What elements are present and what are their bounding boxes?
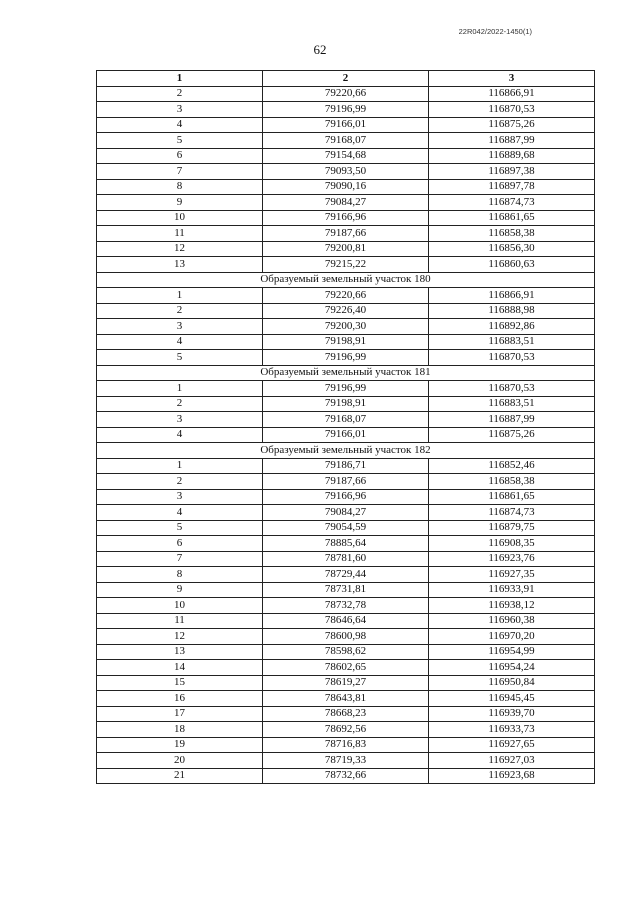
y-coordinate-cell: 116858,38	[429, 226, 595, 242]
point-number-cell: 4	[97, 334, 263, 350]
point-number-cell: 7	[97, 164, 263, 180]
y-coordinate-cell: 116927,35	[429, 567, 595, 583]
table-row	[97, 381, 595, 397]
header-row	[97, 71, 595, 87]
point-number-cell: 8	[97, 179, 263, 195]
table-row	[97, 768, 595, 784]
point-number-cell: 3	[97, 319, 263, 335]
point-number-cell: 12	[97, 241, 263, 257]
table-row	[97, 691, 595, 707]
x-coordinate-cell: 79154,68	[263, 148, 429, 164]
y-coordinate-cell: 116875,26	[429, 427, 595, 443]
x-coordinate-cell: 78732,78	[263, 598, 429, 614]
y-coordinate-cell: 116874,73	[429, 505, 595, 521]
point-number-cell: 11	[97, 613, 263, 629]
y-coordinate-cell: 116945,45	[429, 691, 595, 707]
table-row	[97, 567, 595, 583]
x-coordinate-cell: 79226,40	[263, 303, 429, 319]
table-header	[97, 71, 595, 87]
table-row	[97, 613, 595, 629]
y-coordinate-cell: 116892,86	[429, 319, 595, 335]
table-row	[97, 319, 595, 335]
point-number-cell: 10	[97, 210, 263, 226]
y-coordinate-cell: 116908,35	[429, 536, 595, 552]
x-coordinate-cell: 79220,66	[263, 86, 429, 102]
point-number-cell: 6	[97, 148, 263, 164]
y-coordinate-cell: 116861,65	[429, 489, 595, 505]
table-row	[97, 257, 595, 273]
y-coordinate-cell: 116858,38	[429, 474, 595, 490]
table-row	[97, 412, 595, 428]
x-coordinate-cell: 78729,44	[263, 567, 429, 583]
x-coordinate-cell: 79166,01	[263, 427, 429, 443]
point-number-cell: 21	[97, 768, 263, 784]
header-col-1: 1	[97, 71, 263, 87]
y-coordinate-cell: 116856,30	[429, 241, 595, 257]
x-coordinate-cell: 79090,16	[263, 179, 429, 195]
point-number-cell: 12	[97, 629, 263, 645]
point-number-cell: 9	[97, 195, 263, 211]
x-coordinate-cell: 78716,83	[263, 737, 429, 753]
point-number-cell: 9	[97, 582, 263, 598]
point-number-cell: 2	[97, 396, 263, 412]
x-coordinate-cell: 78731,81	[263, 582, 429, 598]
x-coordinate-cell: 79187,66	[263, 226, 429, 242]
table-row	[97, 505, 595, 521]
point-number-cell: 2	[97, 86, 263, 102]
table-row	[97, 582, 595, 598]
page-number: 62	[313, 42, 327, 57]
point-number-cell: 17	[97, 706, 263, 722]
x-coordinate-cell: 79084,27	[263, 195, 429, 211]
y-coordinate-cell: 116866,91	[429, 86, 595, 102]
x-coordinate-cell: 79196,99	[263, 350, 429, 366]
table-row	[97, 458, 595, 474]
point-number-cell: 3	[97, 412, 263, 428]
table-row	[97, 753, 595, 769]
x-coordinate-cell: 79200,81	[263, 241, 429, 257]
table-row	[97, 489, 595, 505]
y-coordinate-cell: 116887,99	[429, 412, 595, 428]
y-coordinate-cell: 116923,76	[429, 551, 595, 567]
table-row	[97, 598, 595, 614]
table-row	[97, 195, 595, 211]
table-body	[97, 86, 595, 784]
x-coordinate-cell: 78619,27	[263, 675, 429, 691]
table-row	[97, 86, 595, 102]
y-coordinate-cell: 116879,75	[429, 520, 595, 536]
section-title-row	[97, 272, 595, 288]
x-coordinate-cell: 79200,30	[263, 319, 429, 335]
x-coordinate-cell: 79168,07	[263, 412, 429, 428]
table-row	[97, 706, 595, 722]
point-number-cell: 3	[97, 489, 263, 505]
y-coordinate-cell: 116939,70	[429, 706, 595, 722]
y-coordinate-cell: 116889,68	[429, 148, 595, 164]
point-number-cell: 19	[97, 737, 263, 753]
point-number-cell: 6	[97, 536, 263, 552]
x-coordinate-cell: 78646,64	[263, 613, 429, 629]
y-coordinate-cell: 116861,65	[429, 210, 595, 226]
y-coordinate-cell: 116874,73	[429, 195, 595, 211]
section-title-row	[97, 365, 595, 381]
table-row	[97, 102, 595, 118]
section-title: Образуемый земельный участок 180	[97, 272, 595, 288]
y-coordinate-cell: 116883,51	[429, 396, 595, 412]
x-coordinate-cell: 78885,64	[263, 536, 429, 552]
x-coordinate-cell: 78600,98	[263, 629, 429, 645]
point-number-cell: 5	[97, 350, 263, 366]
x-coordinate-cell: 79166,01	[263, 117, 429, 133]
table-row	[97, 536, 595, 552]
section-title: Образуемый земельный участок 182	[97, 443, 595, 459]
point-number-cell: 18	[97, 722, 263, 738]
point-number-cell: 4	[97, 505, 263, 521]
x-coordinate-cell: 79187,66	[263, 474, 429, 490]
table-row	[97, 179, 595, 195]
y-coordinate-cell: 116933,73	[429, 722, 595, 738]
header-col-3: 3	[429, 71, 595, 87]
y-coordinate-cell: 116938,12	[429, 598, 595, 614]
point-number-cell: 1	[97, 381, 263, 397]
point-number-cell: 7	[97, 551, 263, 567]
x-coordinate-cell: 78643,81	[263, 691, 429, 707]
point-number-cell: 5	[97, 133, 263, 149]
point-number-cell: 5	[97, 520, 263, 536]
y-coordinate-cell: 116897,38	[429, 164, 595, 180]
table-row	[97, 334, 595, 350]
x-coordinate-cell: 79198,91	[263, 396, 429, 412]
table-row	[97, 133, 595, 149]
point-number-cell: 11	[97, 226, 263, 242]
y-coordinate-cell: 116954,24	[429, 660, 595, 676]
section-title: Образуемый земельный участок 181	[97, 365, 595, 381]
x-coordinate-cell: 78781,60	[263, 551, 429, 567]
y-coordinate-cell: 116954,99	[429, 644, 595, 660]
document-id: 22R042/2022-1450(1)	[458, 27, 532, 36]
point-number-cell: 1	[97, 458, 263, 474]
table-row	[97, 551, 595, 567]
point-number-cell: 14	[97, 660, 263, 676]
table-row	[97, 288, 595, 304]
x-coordinate-cell: 78719,33	[263, 753, 429, 769]
x-coordinate-cell: 79166,96	[263, 489, 429, 505]
point-number-cell: 20	[97, 753, 263, 769]
table-row	[97, 117, 595, 133]
table-row	[97, 148, 595, 164]
table-row	[97, 427, 595, 443]
table-row	[97, 520, 595, 536]
table-row	[97, 644, 595, 660]
y-coordinate-cell: 116883,51	[429, 334, 595, 350]
x-coordinate-cell: 79166,96	[263, 210, 429, 226]
point-number-cell: 15	[97, 675, 263, 691]
table-row	[97, 226, 595, 242]
table-row	[97, 350, 595, 366]
x-coordinate-cell: 78732,66	[263, 768, 429, 784]
table-row	[97, 396, 595, 412]
x-coordinate-cell: 79168,07	[263, 133, 429, 149]
x-coordinate-cell: 78668,23	[263, 706, 429, 722]
point-number-cell: 4	[97, 427, 263, 443]
point-number-cell: 2	[97, 474, 263, 490]
y-coordinate-cell: 116870,53	[429, 350, 595, 366]
point-number-cell: 3	[97, 102, 263, 118]
y-coordinate-cell: 116897,78	[429, 179, 595, 195]
table-row	[97, 474, 595, 490]
y-coordinate-cell: 116870,53	[429, 102, 595, 118]
point-number-cell: 4	[97, 117, 263, 133]
y-coordinate-cell: 116923,68	[429, 768, 595, 784]
table-row	[97, 675, 595, 691]
x-coordinate-cell: 79220,66	[263, 288, 429, 304]
x-coordinate-cell: 78692,56	[263, 722, 429, 738]
point-number-cell: 13	[97, 644, 263, 660]
x-coordinate-cell: 79054,59	[263, 520, 429, 536]
x-coordinate-cell: 79093,50	[263, 164, 429, 180]
x-coordinate-cell: 78602,65	[263, 660, 429, 676]
point-number-cell: 2	[97, 303, 263, 319]
table-row	[97, 737, 595, 753]
table-row	[97, 210, 595, 226]
table-row	[97, 164, 595, 180]
section-title-row	[97, 443, 595, 459]
y-coordinate-cell: 116970,20	[429, 629, 595, 645]
coordinates-table	[96, 70, 595, 784]
y-coordinate-cell: 116950,84	[429, 675, 595, 691]
y-coordinate-cell: 116927,65	[429, 737, 595, 753]
point-number-cell: 16	[97, 691, 263, 707]
x-coordinate-cell: 78598,62	[263, 644, 429, 660]
x-coordinate-cell: 79215,22	[263, 257, 429, 273]
header-col-2: 2	[263, 71, 429, 87]
y-coordinate-cell: 116887,99	[429, 133, 595, 149]
y-coordinate-cell: 116860,63	[429, 257, 595, 273]
point-number-cell: 13	[97, 257, 263, 273]
point-number-cell: 10	[97, 598, 263, 614]
point-number-cell: 1	[97, 288, 263, 304]
x-coordinate-cell: 79186,71	[263, 458, 429, 474]
y-coordinate-cell: 116888,98	[429, 303, 595, 319]
table-row	[97, 660, 595, 676]
y-coordinate-cell: 116927,03	[429, 753, 595, 769]
y-coordinate-cell: 116870,53	[429, 381, 595, 397]
point-number-cell: 8	[97, 567, 263, 583]
table-row	[97, 241, 595, 257]
x-coordinate-cell: 79196,99	[263, 102, 429, 118]
y-coordinate-cell: 116960,38	[429, 613, 595, 629]
x-coordinate-cell: 79196,99	[263, 381, 429, 397]
x-coordinate-cell: 79084,27	[263, 505, 429, 521]
table-row	[97, 722, 595, 738]
y-coordinate-cell: 116866,91	[429, 288, 595, 304]
table-row	[97, 629, 595, 645]
table-row	[97, 303, 595, 319]
y-coordinate-cell: 116933,91	[429, 582, 595, 598]
y-coordinate-cell: 116875,26	[429, 117, 595, 133]
x-coordinate-cell: 79198,91	[263, 334, 429, 350]
y-coordinate-cell: 116852,46	[429, 458, 595, 474]
